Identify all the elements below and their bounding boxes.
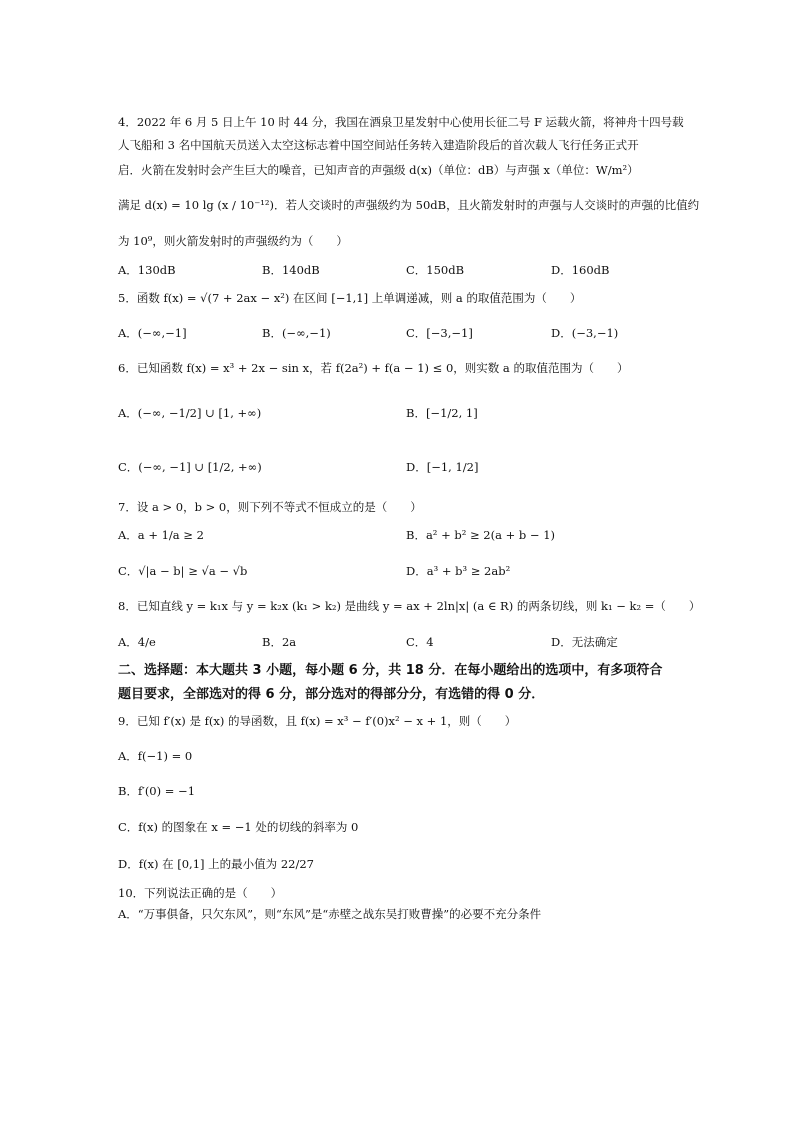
q9-option-a: A．f(−1) = 0 [118, 749, 193, 763]
q5-option-a: A．(−∞,−1] [118, 326, 187, 340]
q7-option-c: C．√|a − b| ≥ √a − √b [118, 564, 248, 578]
q9-option-d: D．f(x) 在 [0,1] 上的最小值为 22/27 [118, 857, 314, 871]
q6-option-c: C．(−∞, −1] ∪ [1/2, +∞) [118, 460, 262, 474]
q8-option-c: C．4 [406, 635, 434, 649]
q4-line-3: 启．火箭在发射时会产生巨大的噪音，已知声音的声强级 d(x)（单位：dB）与声强 x（单位：W/m²） [118, 163, 639, 177]
q5-stem: 5．函数 f(x) = √(7 + 2ax − x²) 在区间 [−1,1] 上单调递减，则 a 的取值范围为（ ） [118, 291, 582, 305]
q4-line-1: 4．2022 年 6 月 5 日上午 10 时 44 分，我国在酒泉卫星发射中心使用长征二号 F 运载火箭，将神舟十四号载 [118, 115, 684, 129]
q8-option-a: A．4/e [118, 635, 156, 649]
q4-line-2: 人飞船和 3 名中国航天员送入太空这标志着中国空间站任务转入建造阶段后的首次载人飞行任务正式开 [118, 138, 639, 152]
q6-option-a: A．(−∞, −1/2] ∪ [1, +∞) [118, 406, 262, 420]
q7-option-b: B．a² + b² ≥ 2(a + b − 1) [406, 528, 556, 542]
q5-option-d: D．(−3,−1) [551, 326, 619, 340]
section-2-heading-line-1: 二、选择题：本大题共 3 小题，每小题 6 分，共 18 分．在每小题给出的选项中，有多项符合 [118, 663, 663, 678]
q7-option-a: A．a + 1/a ≥ 2 [118, 528, 204, 542]
q6-option-b: B．[−1/2, 1] [406, 406, 478, 420]
q5-option-c: C．[−3,−1] [406, 326, 473, 340]
q9-option-c: C．f(x) 的图象在 x = −1 处的切线的斜率为 0 [118, 820, 359, 834]
section-2-heading-line-2: 题目要求，全部选对的得 6 分，部分选对的得部分分，有选错的得 0 分． [118, 687, 545, 702]
q9-stem: 9．已知 f′(x) 是 f(x) 的导函数，且 f(x) = x³ − f′(0)x² − x + 1，则（ ） [118, 714, 517, 728]
q8-option-d: D．无法确定 [551, 635, 618, 649]
q10-option-a: A．“万事俱备，只欠东风”，则“东风”是“赤壁之战东吴打败曹操”的必要不充分条件 [118, 907, 542, 921]
q9-option-b: B．f′(0) = −1 [118, 784, 196, 798]
q4-option-c: C．150dB [406, 263, 465, 277]
q7-stem: 7．设 a > 0，b > 0，则下列不等式不恒成立的是（ ） [118, 500, 422, 514]
q4-option-d: D．160dB [551, 263, 610, 277]
q10-stem: 10．下列说法正确的是（ ） [118, 886, 283, 900]
q4-line-5: 为 10⁹，则火箭发射时的声强级约为（ ） [118, 234, 348, 248]
q8-option-b: B．2a [262, 635, 297, 649]
q4-line-4: 满足 d(x) = 10 lg (x / 10⁻¹²)．若人交谈时的声强级约为 50dB，且火箭发射时的声强与人交谈时的声强的比值约 [118, 198, 700, 212]
q5-option-b: B．(−∞,−1) [262, 326, 331, 340]
q4-option-b: B．140dB [262, 263, 320, 277]
q7-option-d: D．a³ + b³ ≥ 2ab² [406, 564, 511, 578]
q6-stem: 6．已知函数 f(x) = x³ + 2x − sin x，若 f(2a²) + f(a − 1) ≤ 0，则实数 a 的取值范围为（ ） [118, 361, 629, 375]
q4-option-a: A．130dB [118, 263, 176, 277]
q8-stem: 8．已知直线 y = k₁x 与 y = k₂x (k₁ > k₂) 是曲线 y = ax + 2ln|x| (a ∈ R) 的两条切线，则 k₁ − k₂ =（ ） [118, 599, 701, 613]
q6-option-d: D．[−1, 1/2] [406, 460, 479, 474]
